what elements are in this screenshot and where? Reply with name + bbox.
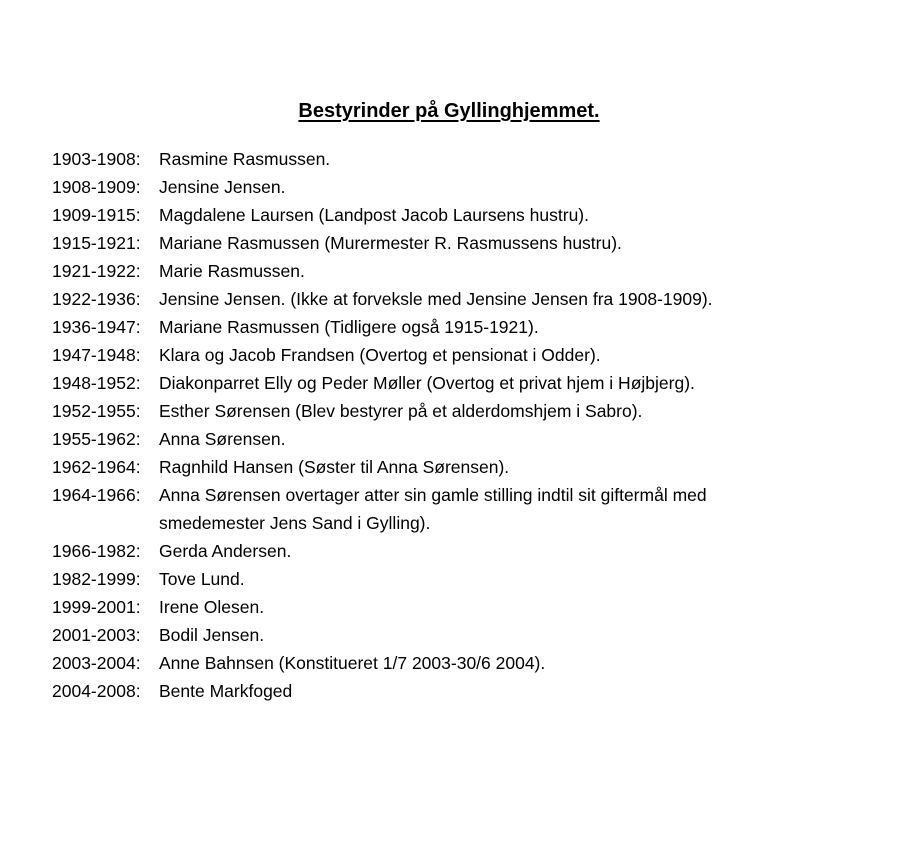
list-item: [52, 201, 882, 229]
entry-text: Marie Rasmussen.: [159, 261, 305, 281]
entry-text: Bodil Jensen.: [159, 625, 265, 645]
entry-years: 2003-2004:: [52, 653, 141, 673]
entry-years: 2004-2008:: [52, 681, 141, 701]
entry-text: Ragnhild Hansen (Søster til Anna Sørensen).: [159, 457, 510, 477]
list-item: [52, 313, 882, 341]
list-item: [52, 257, 882, 285]
list-item: [52, 425, 882, 453]
entry-years: 1948-1952:: [52, 373, 141, 393]
entry-text: Mariane Rasmussen (Tidligere også 1915-1921).: [159, 317, 539, 337]
entry-text: Anne Bahnsen (Konstitueret 1/7 2003-30/6 2004).: [159, 653, 546, 673]
entry-years: 1936-1947:: [52, 317, 141, 337]
entry-years: 1921-1922:: [52, 261, 141, 281]
entry-text: Klara og Jacob Frandsen (Overtog et pensionat i Odder).: [159, 345, 601, 365]
list-item: [52, 145, 882, 173]
entry-years: 1922-1936:: [52, 289, 141, 309]
list-item: [52, 397, 882, 425]
entry-text: Jensine Jensen. (Ikke at forveksle med Jensine Jensen fra 1908-1909).: [159, 289, 713, 309]
entry-text: Rasmine Rasmussen.: [159, 149, 331, 169]
entry-text: Jensine Jensen.: [159, 177, 286, 197]
entry-years: 1966-1982:: [52, 541, 141, 561]
entry-years: 1982-1999:: [52, 569, 141, 589]
entry-years: 1908-1909:: [52, 177, 141, 197]
entry-years: 1947-1948:: [52, 345, 141, 365]
list-item: [52, 229, 882, 257]
list-item: [52, 593, 882, 621]
list-item: [52, 677, 882, 705]
list-item: [52, 285, 882, 313]
list-item: [52, 565, 882, 593]
list-item: [52, 481, 882, 537]
entry-text: Bente Markfoged: [159, 681, 293, 701]
list-item: [52, 453, 882, 481]
entry-text: Esther Sørensen (Blev bestyrer på et alderdomshjem i Sabro).: [159, 401, 643, 421]
entry-years: 1903-1908:: [52, 149, 141, 169]
entry-years: 1962-1964:: [52, 457, 141, 477]
entry-text: Mariane Rasmussen (Murermester R. Rasmussens hustru).: [159, 233, 622, 253]
list-item: [52, 537, 882, 565]
list-item: [52, 173, 882, 201]
list-item: [52, 621, 882, 649]
entry-years: 1999-2001:: [52, 597, 141, 617]
entry-text: Gerda Andersen.: [159, 541, 292, 561]
entry-text: Irene Olesen.: [159, 597, 265, 617]
list-item: [52, 369, 882, 397]
document-title: Bestyrinder på Gyllinghjemmet.: [298, 100, 600, 122]
entry-text: Tove Lund.: [159, 569, 245, 589]
entry-text: Diakonparret Elly og Peder Møller (Overtog et privat hjem i Højbjerg).: [159, 373, 695, 393]
entry-years: 1952-1955:: [52, 401, 141, 421]
entry-years: 1955-1962:: [52, 429, 141, 449]
entry-years: 1909-1915:: [52, 205, 141, 225]
list-item: [52, 649, 882, 677]
entry-years: 2001-2003:: [52, 625, 141, 645]
list-item: [52, 341, 882, 369]
entry-text: Anna Sørensen overtager atter sin gamle stilling indtil sit giftermål med smedemester Jens Sand i Gylling).: [159, 485, 707, 533]
entry-text: Anna Sørensen.: [159, 429, 286, 449]
entry-years: 1964-1966:: [52, 485, 141, 505]
entry-list: [52, 145, 882, 705]
entry-text: Magdalene Laursen (Landpost Jacob Laursens hustru).: [159, 205, 589, 225]
entry-years: 1915-1921:: [52, 233, 141, 253]
